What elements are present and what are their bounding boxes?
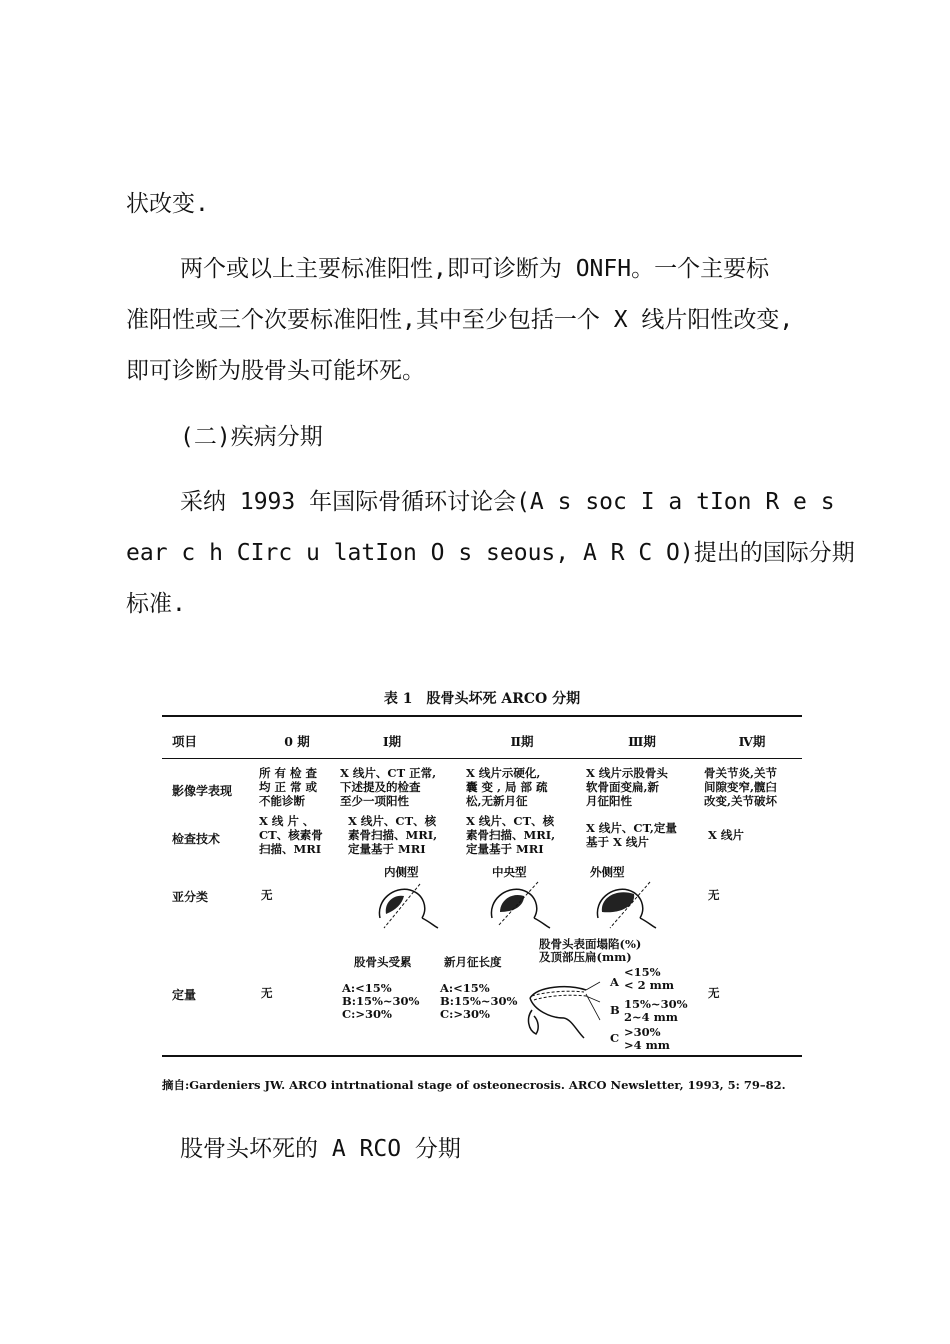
collapse-letter-c: C	[610, 1031, 620, 1045]
section-heading: (二)疾病分期	[180, 424, 323, 450]
collapse-value-a: <15% < 2 mm	[624, 965, 674, 992]
header-stage-0: 0 期	[284, 734, 310, 749]
paragraph-line-3: 准阳性或三个次要标准阳性,其中至少包括一个 X 线片阳性改变,	[126, 307, 794, 333]
header-stage-2: Ⅱ期	[510, 734, 534, 749]
header-stage-1: Ⅰ期	[382, 734, 402, 749]
row-label-technique: 检查技术	[172, 832, 221, 846]
figure-caption: 股骨头坏死的 A RCO 分期	[180, 1136, 461, 1162]
head-involvement-values: A:<15% B:15%~30% C:>30%	[342, 981, 420, 1021]
subclass-central-label: 中央型	[492, 865, 527, 879]
header-stage-4: Ⅳ期	[738, 734, 766, 749]
header-rule	[162, 758, 802, 759]
crescent-length-values: A:<15% B:15%~30% C:>30%	[440, 981, 518, 1021]
collapse-letter-b: B	[610, 1003, 620, 1017]
collapse-value-c: >30% >4 mm	[624, 1025, 670, 1052]
technique-stage-0: X 线 片 、 CT、核素骨 扫描、MRI	[259, 814, 323, 856]
technique-stage-4: X 线片	[708, 828, 744, 842]
collapse-letter-a: A	[610, 975, 619, 989]
subclass-stage-4: 无	[708, 888, 720, 902]
source-note: 摘自:Gardeniers JW. ARCO intrtnational stage of osteonecrosis. ARCO Newsletter, 1993, 5: 79–82.	[162, 1078, 786, 1092]
quant-stage-0: 无	[261, 986, 273, 1000]
subclass-lateral-label: 外侧型	[590, 865, 625, 879]
collapse-diagram-icon	[524, 978, 602, 1044]
head-involvement-label: 股骨头受累	[354, 955, 412, 969]
technique-stage-1: X 线片、CT、核 素骨扫描、MRI, 定量基于 MRI	[348, 814, 438, 856]
header-stage-3: Ⅲ期	[628, 734, 656, 749]
imaging-stage-4: 骨关节炎,关节 间隙变窄,髋臼 改变,关节破坏	[704, 766, 778, 808]
crescent-length-label: 新月征长度	[444, 955, 502, 969]
row-label-quant: 定量	[172, 988, 197, 1002]
imaging-stage-0: 所 有 检 查 均 正 常 或 不能诊断	[259, 766, 318, 808]
femoral-head-medial-icon	[372, 878, 442, 930]
technique-stage-3: X 线片、CT,定量 基于 X 线片	[586, 821, 677, 849]
paragraph-line-7: 标准.	[126, 591, 186, 617]
bottom-rule	[162, 1055, 802, 1057]
imaging-stage-1: X 线片、CT 正常, 下述提及的检查 至少一项阳性	[340, 766, 437, 808]
collapse-label: 股骨头表面塌陷(%) 及顶部压扁(mm)	[539, 937, 642, 964]
row-label-subclass: 亚分类	[172, 890, 209, 904]
imaging-stage-3: X 线片示股骨头 软骨面变扁,新 月征阳性	[586, 766, 668, 808]
femoral-head-central-icon	[484, 878, 554, 930]
subclass-stage-0: 无	[261, 888, 273, 902]
subclass-medial-label: 内侧型	[384, 865, 419, 879]
row-label-imaging: 影像学表现	[172, 784, 233, 798]
arco-staging-table	[162, 680, 802, 1100]
paragraph-line-1: 状改变.	[126, 191, 209, 217]
paragraph-line-4: 即可诊断为股骨头可能坏死。	[126, 358, 425, 384]
header-item: 项目	[172, 734, 198, 749]
quant-stage-4: 无	[708, 986, 720, 1000]
technique-stage-2: X 线片、CT、核 素骨扫描、MRI, 定量基于 MRI	[466, 814, 556, 856]
paragraph-line-2: 两个或以上主要标准阳性,即可诊断为 ONFH。一个主要标	[180, 256, 770, 282]
paragraph-line-6: ear c h CIrc u latIon O s seous, A R C O)提出的国际分期	[126, 540, 855, 566]
imaging-stage-2: X 线片示硬化, 囊 变 , 局 部 疏 松,无新月征	[466, 766, 548, 808]
table-title: 表 1 股骨头坏死 ARCO 分期	[383, 691, 581, 707]
paragraph-line-5: 采纳 1993 年国际骨循环讨论会(A s soc I a tIon R e s	[180, 489, 835, 515]
collapse-value-b: 15%~30% 2~4 mm	[624, 997, 688, 1024]
top-rule	[162, 715, 802, 717]
femoral-head-lateral-icon	[590, 878, 660, 930]
